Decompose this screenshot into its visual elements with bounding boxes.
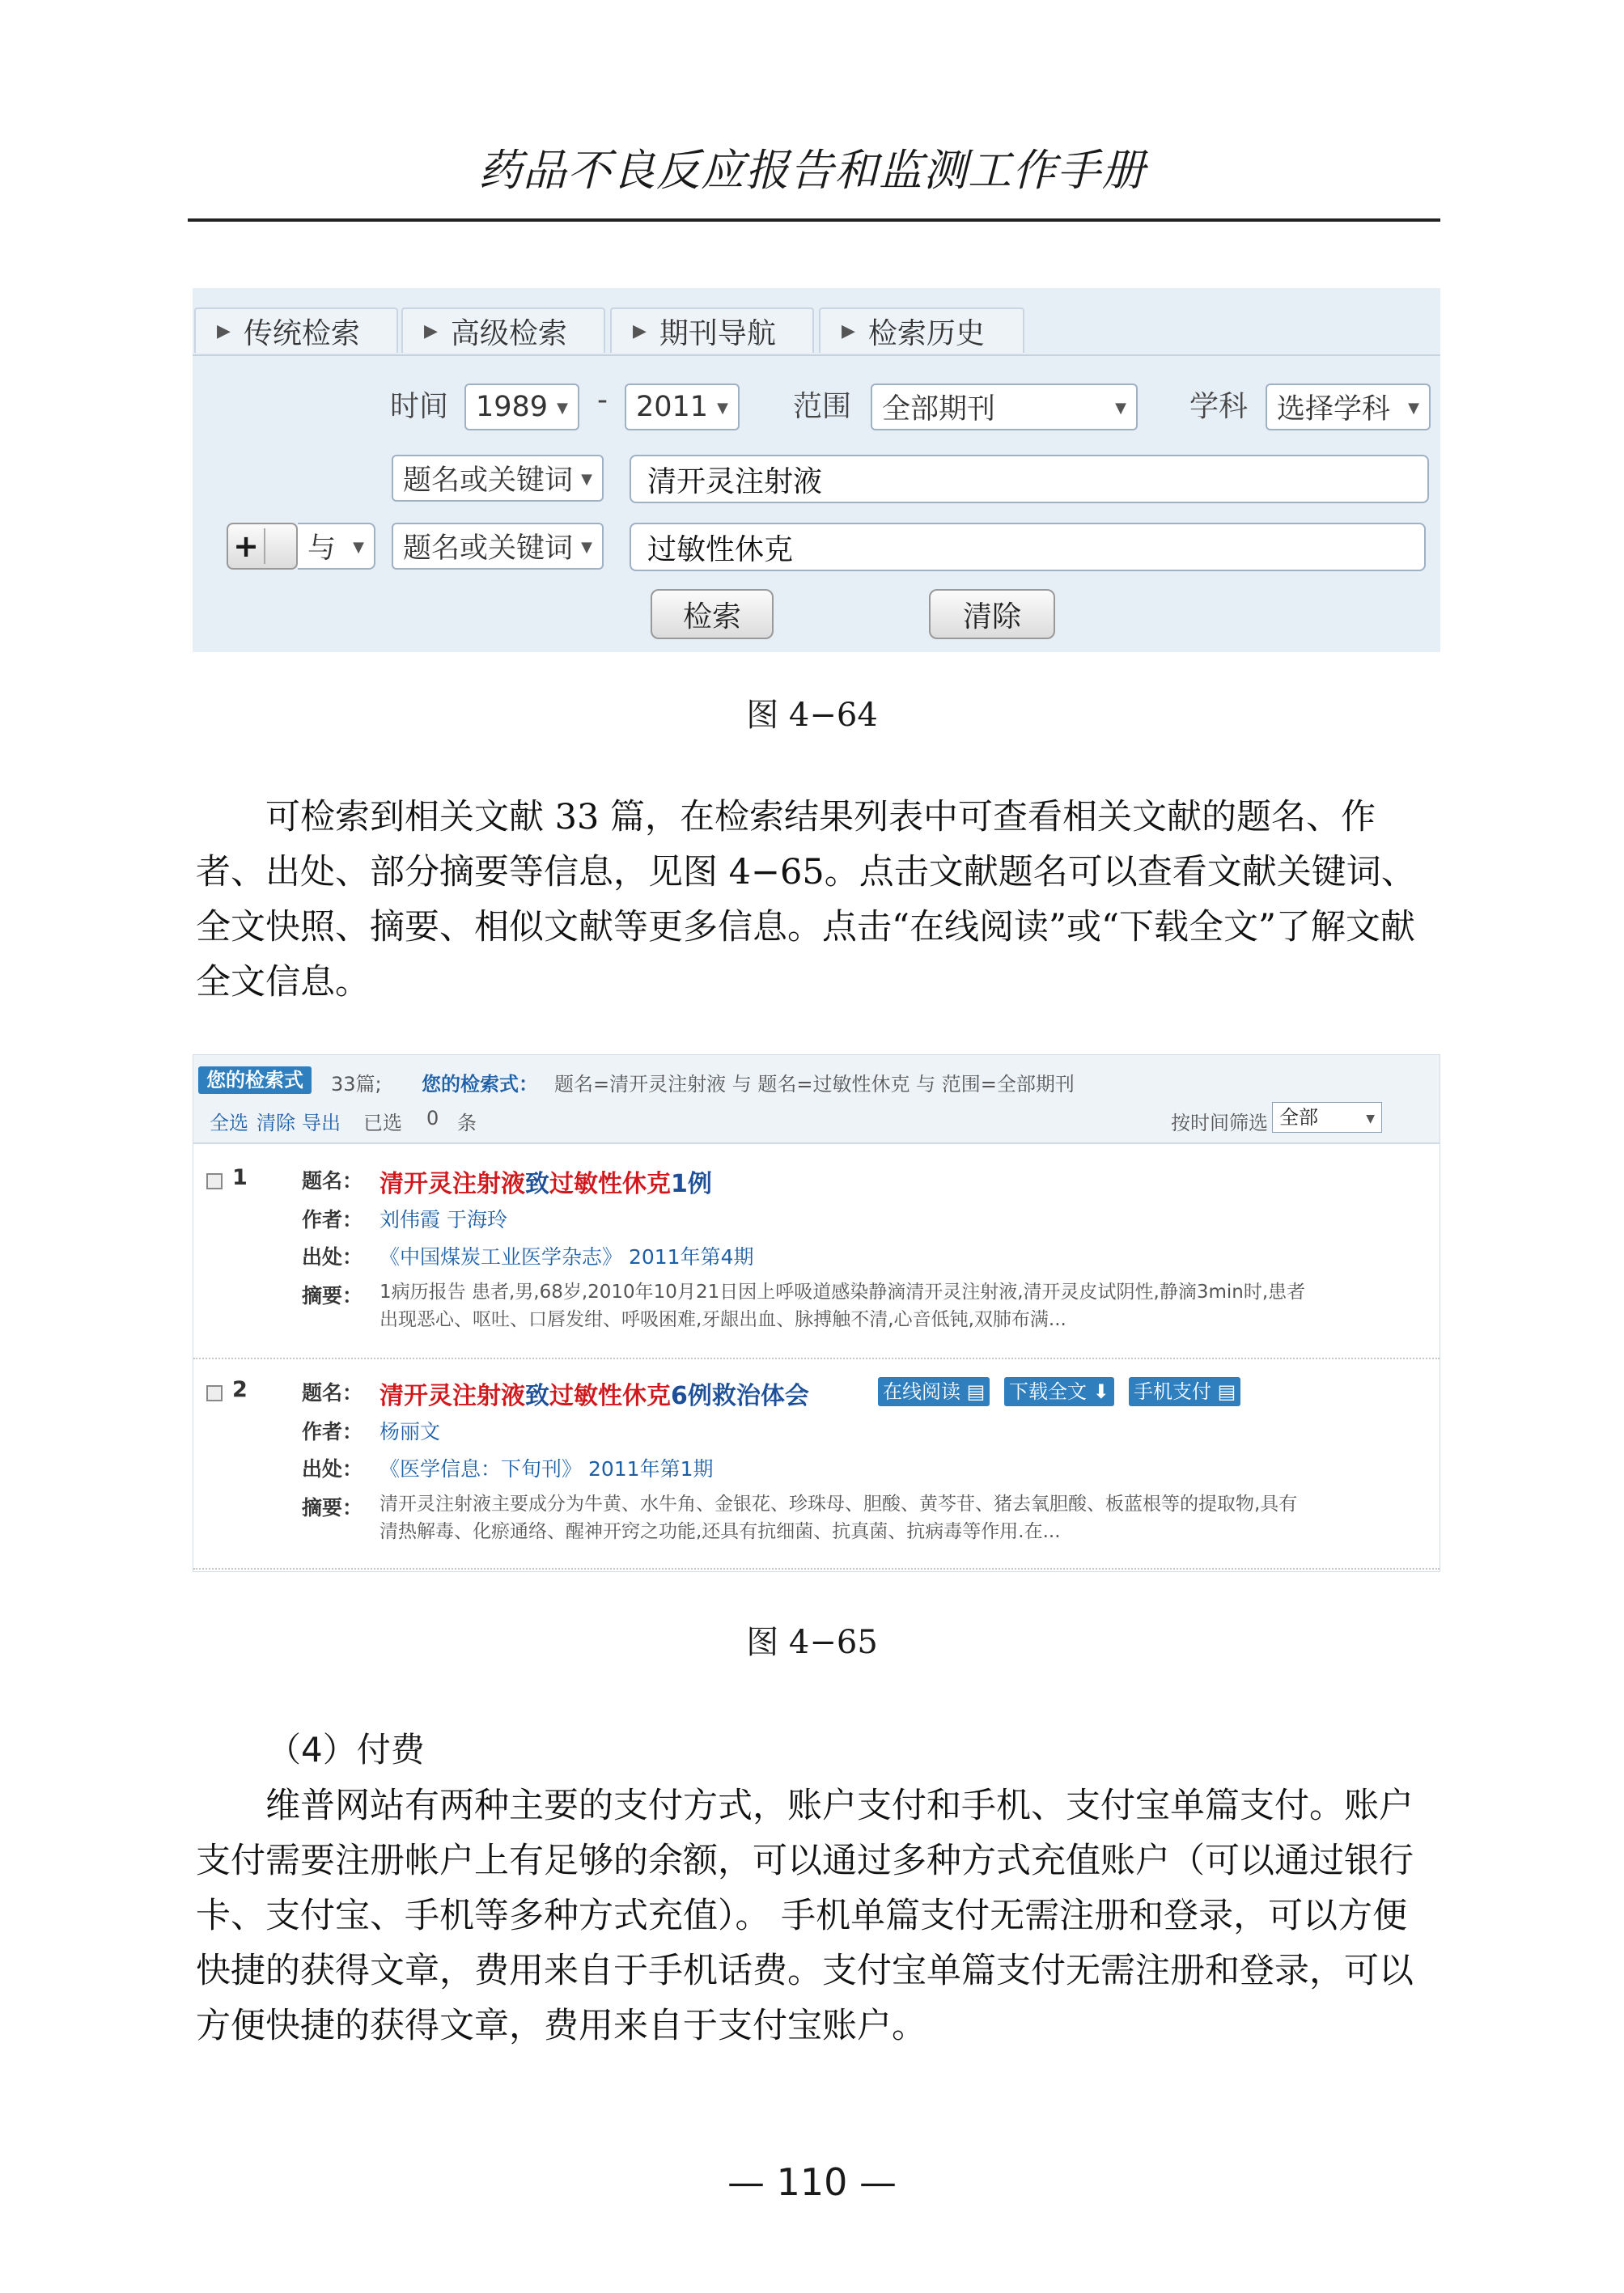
body-paragraph-payment: 维普网站有两种主要的支付方式，账户支付和手机、支付宝单篇支付。账户支付需要注册帐户上有足够的余额，可以通过多种方式充值账户（可以通过银行卡、支付宝、手机等多种方式充值）。 手机单篇支付无需注册和登录，可以方便快捷的获得文章，费用来自于手机话费。支付宝单篇支付无需注册和登录，可以方便快捷的获得文章，费用来自于支付宝账户。	[196, 1786, 1414, 2046]
subject-label: 学科	[1189, 390, 1249, 423]
record-source[interactable]: 《医学信息：下旬刊》 2011年第1期	[379, 1457, 714, 1481]
subject-value: 选择学科	[1277, 393, 1391, 426]
record-divider	[193, 1358, 1440, 1359]
record-checkbox[interactable]	[206, 1173, 223, 1189]
selected-unit: 条	[457, 1112, 477, 1134]
time-filter-select[interactable]	[1272, 1102, 1382, 1133]
abstract-line: 1病历报告 患者,男,68岁,2010年10月21日因上呼吸道感染静滴清开灵注射液,清开灵皮试阴性,静滴3min时,患者	[379, 1282, 1306, 1303]
record-number: 1	[232, 1165, 248, 1190]
logic-select[interactable]	[298, 523, 375, 570]
abstract-key: 摘要：	[302, 1496, 363, 1519]
tab-advanced-search[interactable]	[401, 307, 605, 353]
abstract-line: 出现恶心、呕吐、口唇发绀、呼吸困难,牙龈出血、脉搏触不清,心音低钝,双肺布满...	[379, 1309, 1066, 1330]
source-key: 出处：	[302, 1457, 363, 1481]
tab-search-history[interactable]	[819, 307, 1024, 353]
clear-button[interactable]: 清除	[929, 589, 1055, 639]
selected-label: 已选	[363, 1112, 402, 1134]
search-expression-badge: 您的检索式	[198, 1066, 312, 1094]
year-to-select[interactable]	[625, 384, 740, 430]
record-title-link[interactable]	[379, 1375, 809, 1411]
mobile-pay-button[interactable]	[1129, 1377, 1240, 1406]
record-abstract	[379, 1278, 1415, 1333]
export-link[interactable]: 导出	[302, 1112, 341, 1134]
title-text: 1例	[671, 1170, 712, 1198]
abstract-line: 清开灵注射液主要成分为牛黄、水牛角、金银花、珍珠母、胆酸、黄芩苷、猪去氧胆酸、板蓝根等的提取物,具有	[379, 1494, 1298, 1515]
query-expression: 题名=清开灵注射液 与 题名=过敏性休克 与 范围=全部期刊	[554, 1073, 1075, 1096]
title-highlight: 清开灵注射液	[379, 1382, 525, 1410]
record-title-link[interactable]	[379, 1163, 712, 1199]
chevron-down-icon: ▼	[581, 471, 592, 488]
record-checkbox[interactable]	[206, 1385, 223, 1401]
source-key: 出处：	[302, 1245, 363, 1269]
record-authors[interactable]: 杨丽文	[379, 1420, 441, 1443]
select-all-link[interactable]: 全选	[210, 1112, 248, 1134]
time-filter-label: 按时间筛选	[1171, 1112, 1268, 1134]
time-label: 时间	[390, 390, 449, 423]
record-authors[interactable]: 刘伟霞 于海玲	[379, 1208, 507, 1231]
running-head: 药品不良反应报告和监测工作手册	[478, 145, 1146, 196]
figure-advanced-search	[193, 288, 1440, 652]
chevron-down-icon: ▼	[581, 539, 592, 556]
body-paragraph-results: 可检索到相关文献 33 篇，在检索结果列表中可查看相关文献的题名、作者、出处、部分摘要等信息，见图 4−65。点击文献题名可以查看文献关键词、全文快照、摘要、相似文献等更多信息。点击“在线阅读”或“下载全文”了解文献全文信息。	[196, 797, 1416, 1002]
abstract-line: 清热解毒、化瘀通络、醒神开窍之功能,还具有抗细菌、抗真菌、抗病毒等作用.在...	[379, 1521, 1061, 1542]
result-count: 33篇;	[331, 1073, 382, 1096]
field-select-2[interactable]	[392, 523, 604, 570]
title-highlight: 过敏性休克	[549, 1382, 671, 1410]
abstract-key: 摘要：	[302, 1284, 363, 1308]
download-fulltext-button[interactable]	[1004, 1377, 1114, 1406]
record-divider	[193, 1568, 1440, 1570]
subject-select[interactable]	[1266, 384, 1431, 430]
document-icon: ▤	[1217, 1380, 1236, 1403]
record-source[interactable]: 《中国煤炭工业医学杂志》 2011年第4期	[379, 1245, 754, 1269]
figure-search-results	[193, 1054, 1440, 1572]
read-online-label: 在线阅读	[883, 1380, 960, 1403]
title-key: 题名：	[302, 1381, 363, 1405]
chevron-down-icon: ▼	[1366, 1113, 1375, 1125]
author-key: 作者：	[302, 1208, 363, 1231]
document-icon: ▤	[966, 1380, 986, 1403]
read-online-button[interactable]	[878, 1377, 990, 1406]
tab-label: 传统检索	[243, 316, 360, 350]
triangle-right-icon: ▶	[633, 320, 647, 341]
triangle-right-icon: ▶	[217, 320, 231, 341]
title-highlight: 过敏性休克	[549, 1170, 671, 1198]
section-heading: （4）付费	[267, 1730, 425, 1770]
download-label: 下载全文	[1009, 1380, 1087, 1403]
header-rule	[188, 218, 1440, 222]
figure-caption-4-65: 图 4−65	[746, 1624, 878, 1661]
selected-count: 0	[426, 1107, 439, 1130]
tab-journal-navigation[interactable]	[610, 307, 814, 353]
search-button[interactable]: 检索	[651, 589, 774, 639]
clear-selection-link[interactable]: 清除	[257, 1112, 295, 1134]
chevron-down-icon: ▼	[1115, 400, 1126, 417]
title-text: 6例救治体会	[671, 1382, 809, 1410]
year-from-select[interactable]	[464, 384, 579, 430]
scope-label: 范围	[793, 390, 852, 423]
figure-caption-4-64: 图 4−64	[746, 697, 878, 734]
time-filter-value: 全部	[1279, 1106, 1318, 1129]
title-key: 题名：	[302, 1169, 363, 1193]
scope-select[interactable]	[871, 384, 1138, 430]
field-select-2-value: 题名或关键词	[403, 532, 574, 565]
scope-value: 全部期刊	[882, 393, 996, 426]
year-from-value: 1989	[476, 391, 549, 423]
record-abstract	[379, 1490, 1415, 1545]
result-record	[193, 1377, 1440, 1542]
range-dash: -	[597, 384, 608, 417]
tab-label: 检索历史	[867, 316, 985, 350]
author-key: 作者：	[302, 1420, 363, 1443]
triangle-right-icon: ▶	[842, 320, 855, 341]
plus-icon: +	[228, 528, 265, 564]
field-select-1[interactable]	[392, 455, 604, 502]
year-to-value: 2011	[636, 391, 709, 423]
title-text: 致	[525, 1382, 549, 1410]
download-icon: ⬇	[1092, 1380, 1109, 1403]
search-tab-bar	[193, 288, 1440, 356]
tab-label: 高级检索	[450, 316, 567, 350]
chevron-down-icon: ▼	[557, 400, 568, 417]
record-number: 2	[232, 1377, 248, 1402]
chevron-down-icon: ▼	[353, 539, 364, 556]
tab-label: 期刊导航	[659, 316, 776, 350]
tab-traditional-search[interactable]	[194, 307, 398, 353]
result-record	[193, 1165, 1440, 1330]
keyword-input-1[interactable]	[630, 455, 1429, 503]
mobile-pay-label: 手机支付	[1134, 1380, 1211, 1403]
logic-value: 与	[307, 532, 337, 565]
field-select-1-value: 题名或关键词	[403, 464, 574, 497]
title-text: 致	[525, 1170, 549, 1198]
keyword-input-1-value: 清开灵注射液	[647, 464, 823, 498]
add-condition-button[interactable]	[227, 523, 298, 570]
chevron-down-icon: ▼	[1408, 400, 1419, 417]
keyword-input-2[interactable]	[630, 523, 1426, 571]
query-label: 您的检索式：	[422, 1073, 538, 1096]
triangle-right-icon: ▶	[424, 320, 438, 341]
title-highlight: 清开灵注射液	[379, 1170, 525, 1198]
chevron-down-icon: ▼	[717, 400, 728, 417]
keyword-input-2-value: 过敏性休克	[647, 532, 794, 566]
results-toolbar	[193, 1055, 1440, 1144]
page-number: — 110 —	[727, 2160, 897, 2204]
